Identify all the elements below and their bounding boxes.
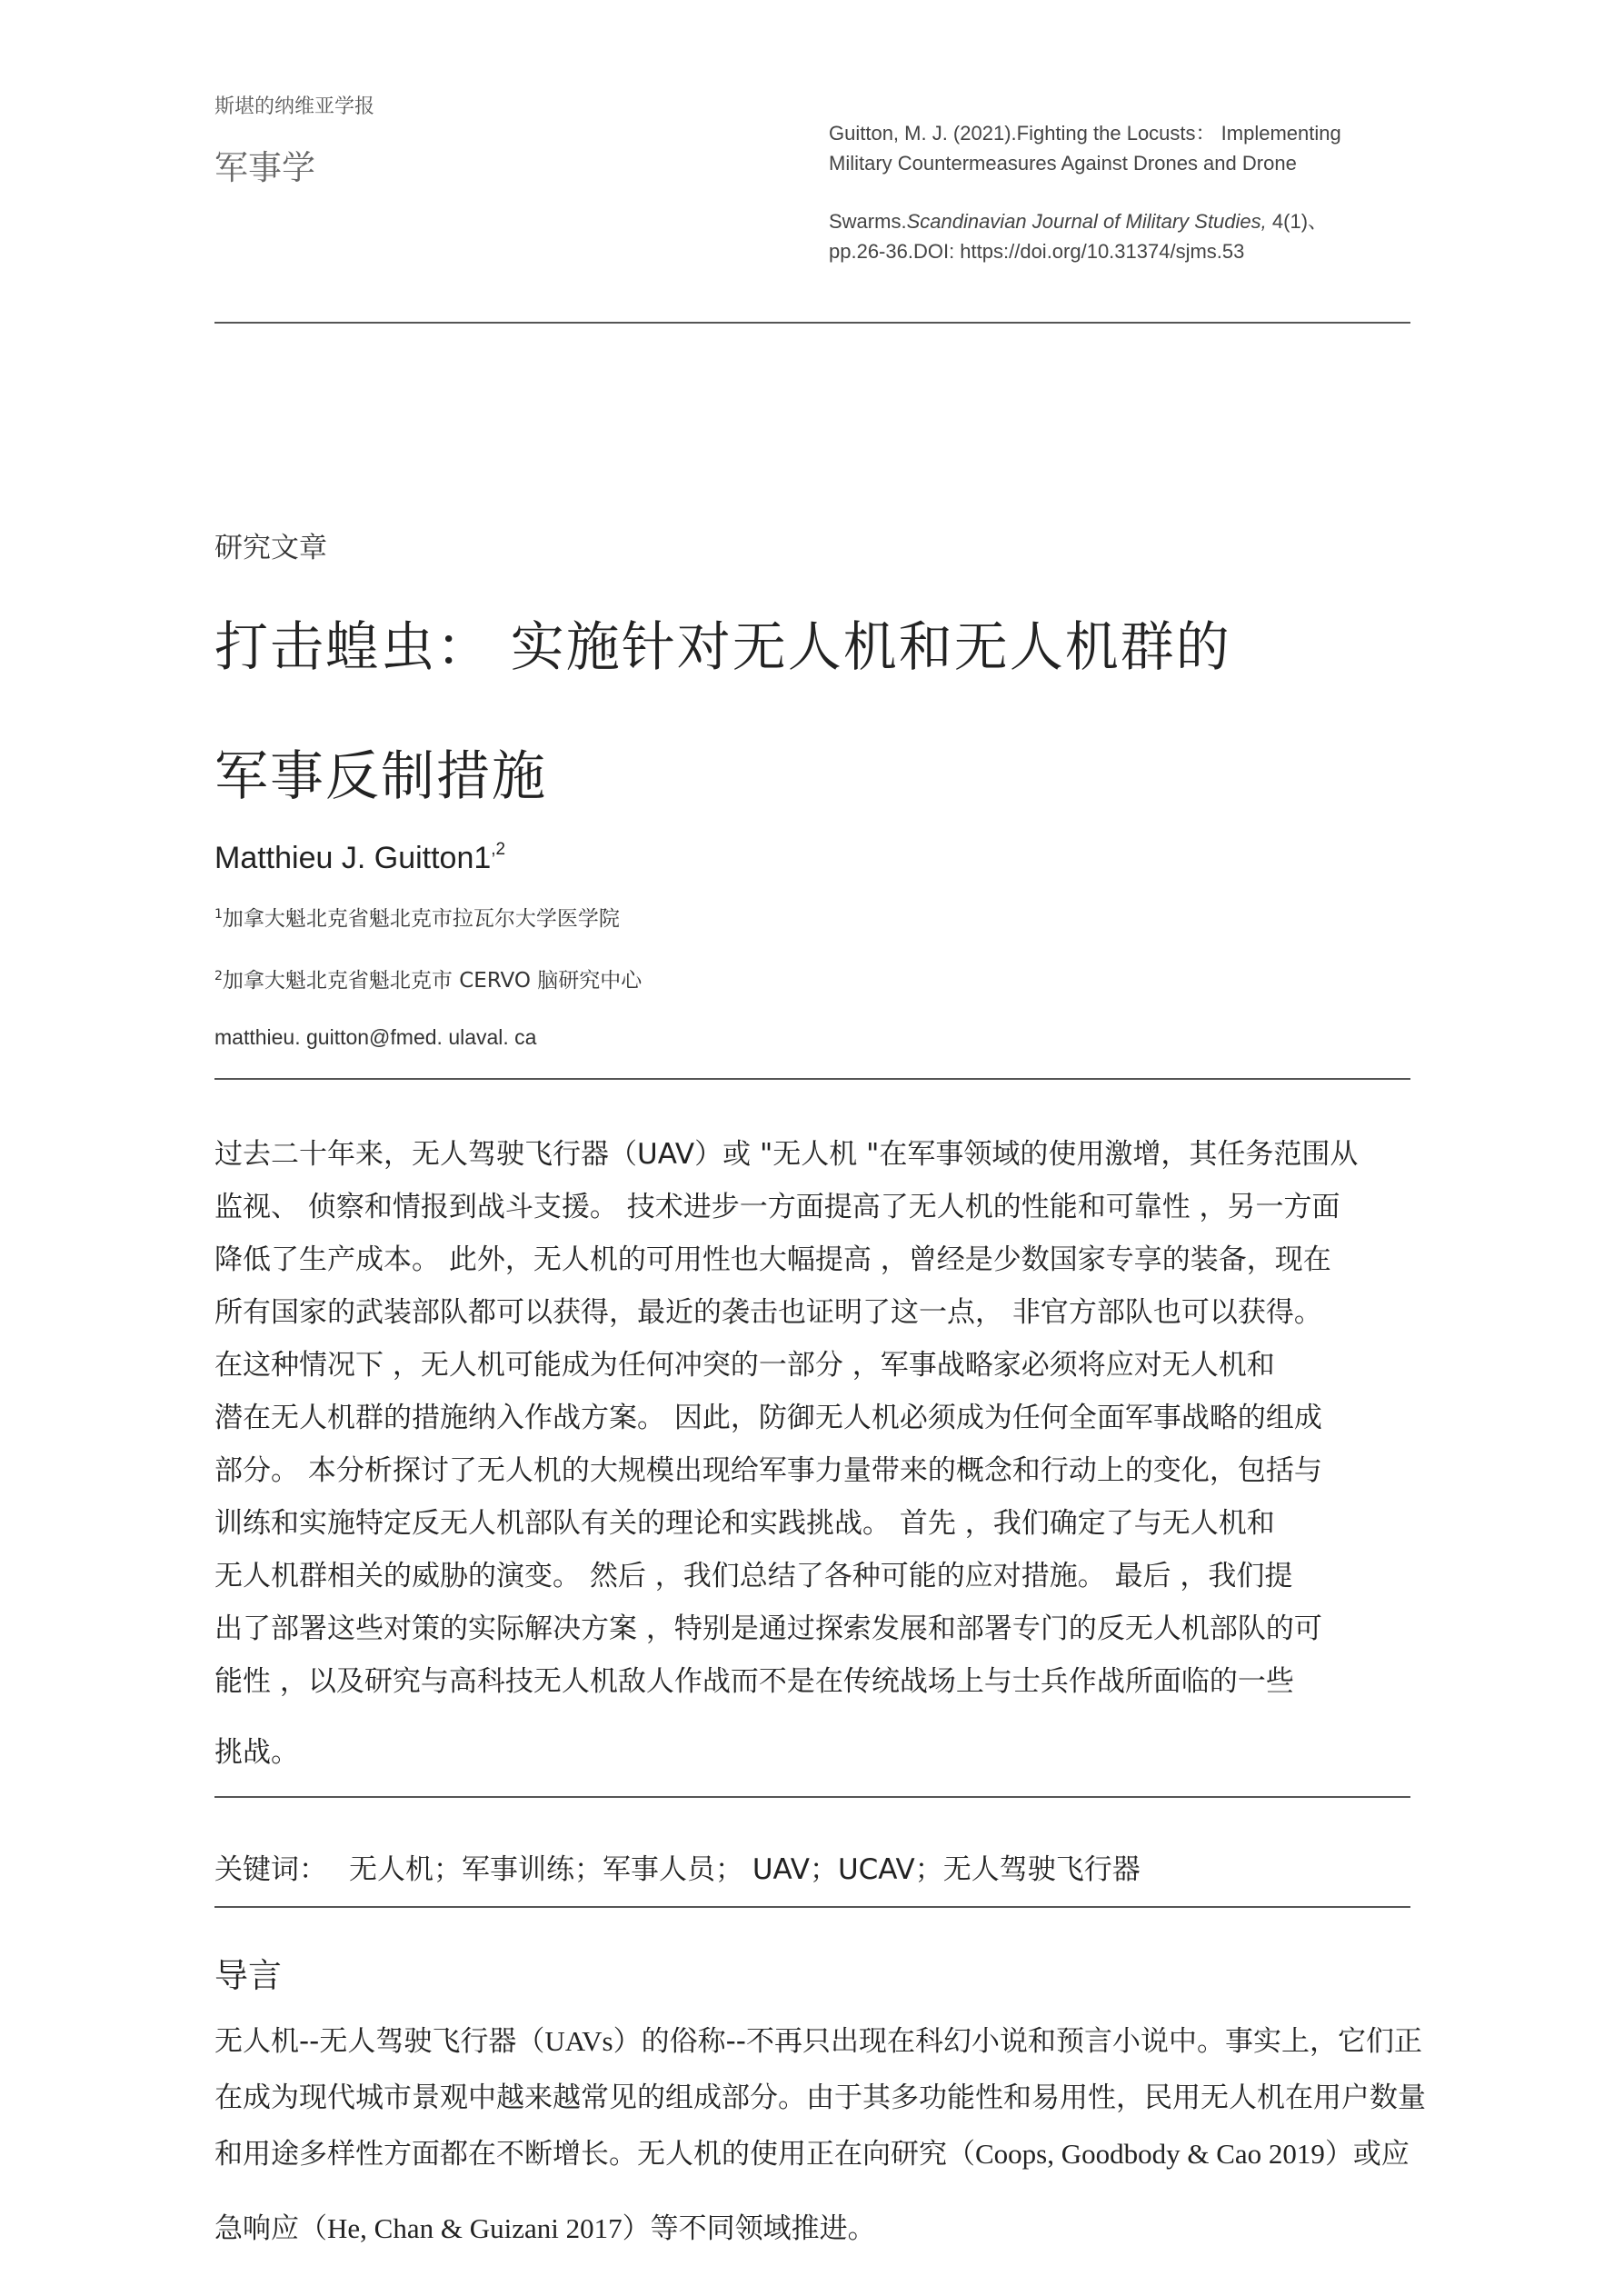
intro-text: 无人机--无人驾驶飞行器（ — [214, 2025, 545, 2058]
keywords-label: 关键词： — [214, 1853, 327, 1886]
affiliation-1 — [214, 902, 620, 932]
affiliation-2-text: 加拿大魁北克省魁北克市 CERVO 脑研究中心 — [222, 969, 643, 993]
intro-acronym: UAVs — [544, 2025, 613, 2057]
header-divider — [214, 322, 1410, 324]
keywords — [214, 1846, 1141, 1887]
affiliation-2 — [214, 963, 642, 993]
affiliation-1-mark: 1 — [214, 907, 223, 922]
citation-line-3 — [829, 206, 1410, 236]
abstract-line: 无人机群相关的威胁的演变。 然后 ，我们总结了各种可能的应对措施。 最后 ，我们提 — [214, 1560, 1293, 1592]
article-title-line-1: 打击蝗虫： 实施针对无人机和无人机群的 — [214, 615, 1231, 678]
citation-line-1: Guitton, M. J. (2021).Fighting the Locusts： Implementing — [829, 122, 1341, 145]
abstract-line: 所有国家的武装部队都可以获得，最近的袭击也证明了这一点， 非官方部队也可以获得。 — [214, 1296, 1322, 1329]
abstract-line: 挑战。 — [214, 1736, 299, 1769]
intro-text: ）的俗称--不再只出现在科幻小说和预言小说中。事实上，它们正 — [613, 2025, 1422, 2058]
author — [214, 840, 505, 876]
section-heading: 导言 — [214, 1956, 282, 1995]
author-superscript: ,2 — [491, 840, 506, 859]
abstract-line: 部分。 本分析探讨了无人机的大规模出现给军事力量带来的概念和行动上的变化，包括与 — [214, 1454, 1322, 1487]
journal-field: 军事学 — [214, 148, 315, 187]
intro-text: 和用途多样性方面都在不断增长。无人机的使用正在向研究（ — [214, 2138, 975, 2171]
intro-line-4 — [214, 2205, 1410, 2246]
abstract-line: 降低了生产成本。 此外，无人机的可用性也大幅提高 ，曾经是少数国家专享的装备，现在 — [214, 1243, 1331, 1276]
intro-text: ）等不同领域推进。 — [622, 2212, 876, 2245]
abstract-line: 训练和实施特定反无人机部队有关的理论和实践挑战。 首先 ，我们确定了与无人机和 — [214, 1507, 1275, 1540]
intro-text: ）或应 — [1324, 2138, 1410, 2171]
citation-doi[interactable]: pp.26-36.DOI: https://doi.org/10.31374/sjms.53 — [829, 240, 1245, 263]
keywords-text: 无人机；军事训练；军事人员； UAV；UCAV；无人驾驶飞行器 — [349, 1853, 1141, 1886]
intro-line-1 — [214, 2018, 1422, 2059]
intro-text: 急响应（ — [214, 2212, 327, 2245]
citation-volume: 4(1)、 — [1266, 210, 1329, 233]
intro-line-3 — [214, 2131, 1410, 2171]
affiliation-2-mark: 2 — [214, 969, 223, 983]
citation — [829, 118, 1410, 266]
article-type: 研究文章 — [214, 532, 327, 564]
intro-citation: He, Chan & Guizani 2017 — [327, 2212, 623, 2244]
journal-name: 斯堪的纳维亚学报 — [214, 95, 375, 118]
article-title-line-2: 军事反制措施 — [214, 744, 548, 807]
author-email[interactable]: matthieu. guitton@fmed. ulaval. ca — [214, 1025, 537, 1049]
author-name: Matthieu J. Guitton1 — [214, 841, 492, 875]
citation-journal: Scandinavian Journal of Military Studies, — [906, 210, 1267, 233]
citation-line-2: Military Countermeasures Against Drones and Drone — [829, 152, 1297, 175]
intro-line-2: 在成为现代城市景观中越来越常见的组成部分。由于其多功能性和易用性，民用无人机在用户数量 — [214, 2081, 1426, 2114]
keywords-top-divider — [214, 1796, 1410, 1798]
abstract-line: 潜在无人机群的措施纳入作战方案。 因此，防御无人机必须成为任何全面军事战略的组成 — [214, 1402, 1322, 1434]
keywords-bottom-divider — [214, 1906, 1410, 1908]
abstract-line: 出了部署这些对策的实际解决方案 ，特别是通过探索发展和部署专门的反无人机部队的可 — [214, 1612, 1322, 1645]
abstract-line: 监视、 侦察和情报到战斗支援。 技术进步一方面提高了无人机的性能和可靠性 ，另一方面 — [214, 1191, 1340, 1223]
abstract-line: 过去二十年来，无人驾驶飞行器（UAV）或 "无人机 "在军事领域的使用激增，其任务范围从 — [214, 1138, 1359, 1171]
citation-prefix: Swarms. — [829, 210, 907, 233]
abstract-line: 在这种情况下 ，无人机可能成为任何冲突的一部分 ，军事战略家必须将应对无人机和 — [214, 1349, 1275, 1382]
abstract-line: 能性 ，以及研究与高科技无人机敌人作战而不是在传统战场上与士兵作战所面临的一些 — [214, 1665, 1294, 1698]
abstract-top-divider — [214, 1078, 1410, 1080]
intro-citation: Coops, Goodbody & Cao 2019 — [975, 2138, 1325, 2170]
affiliation-1-text: 加拿大魁北克省魁北克市拉瓦尔大学医学院 — [222, 907, 620, 931]
